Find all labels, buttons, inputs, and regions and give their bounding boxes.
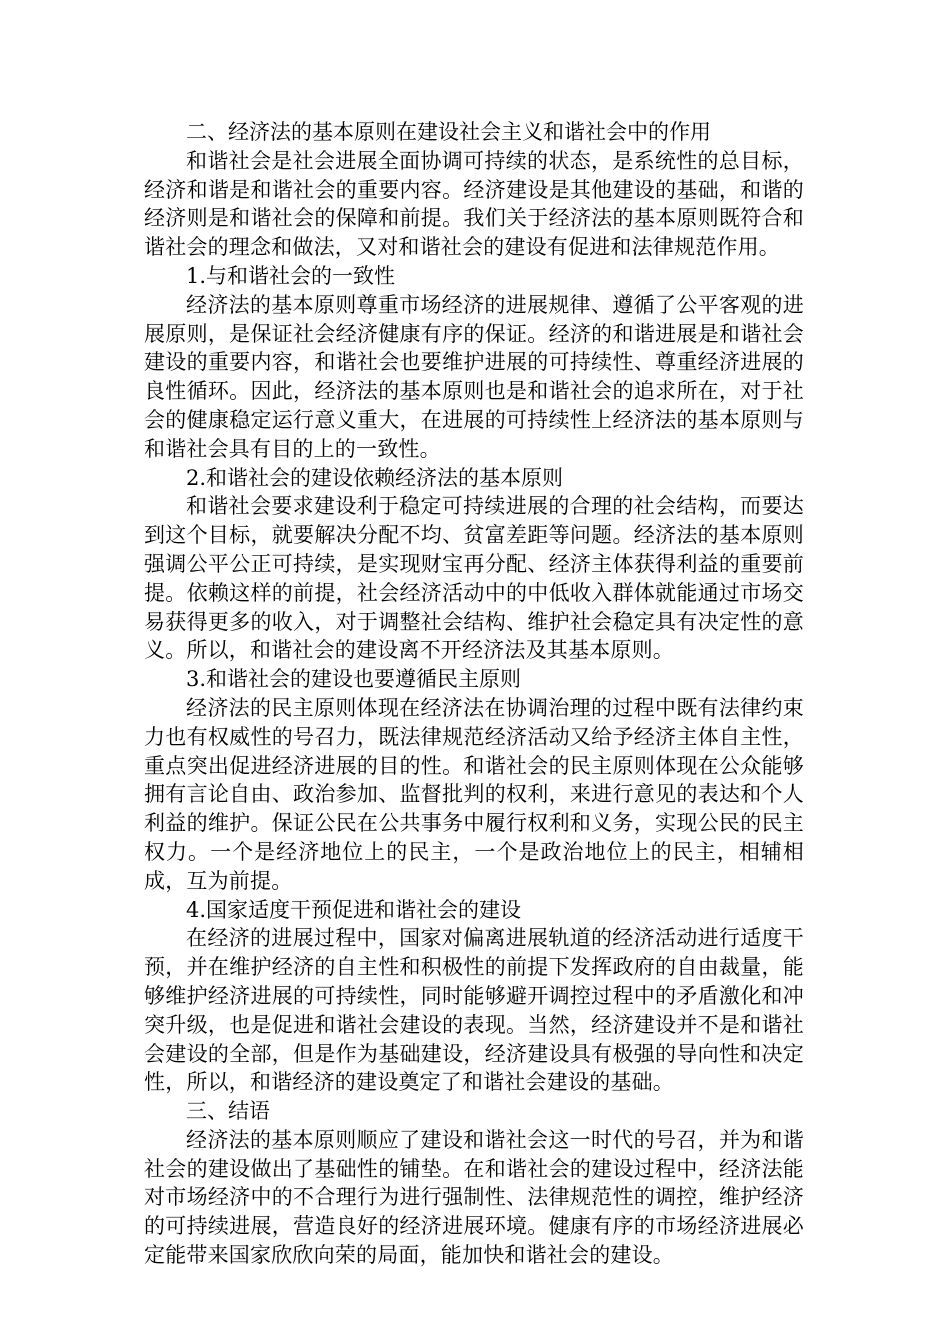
paragraph-dependence: 和谐社会要求建设利于稳定可持续进展的合理的社会结构，而要达到这个目标，就要解决分配不均、贫富差距等问题。经济法的基本原则强调公平公正可持续，是实现财宝再分配、经济主体获得利益的重要前提。依赖这样的前提，社会经济活动中的中低收入群体就能通过市场交易获得更多的收入，对于调整社会结构、维护社会稳定具有决定性的意义。所以，和谐社会的建设离不开经济法及其基本原则。 [144,494,804,663]
subsection-heading-1: 1.与和谐社会的一致性 [186,263,396,288]
paragraph-consistency: 经济法的基本原则尊重市场经济的进展规律、遵循了公平客观的进展原则，是保证社会经济健康有序的保证。经济的和谐进展是和谐社会建设的重要内容，和谐社会也要维护进展的可持续性、尊重经济进展的良性循环。因此，经济法的基本原则也是和谐社会的追求所在，对于社会的健康稳定运行意义重大，在进展的可持续性上经济法的基本原则与和谐社会具有目的上的一致性。 [144,292,804,461]
paragraph-intro: 和谐社会是社会进展全面协调可持续的状态，是系统性的总目标，经济和谐是和谐社会的重要内容。经济建设是其他建设的基础，和谐的经济则是和谐社会的保障和前提。我们关于经济法的基本原则既符合和谐社会的理念和做法，又对和谐社会的建设有促进和法律规范作用。 [144,148,804,260]
subsection-heading-4: 4.国家适度干预促进和谐社会的建设 [186,897,522,922]
document-body [144,118,804,1270]
section-heading-3: 三、结语 [186,1099,270,1124]
subsection-heading-2: 2.和谐社会的建设依赖经济法的基本原则 [186,465,564,490]
paragraph-democracy: 经济法的民主原则体现在经济法在协调治理的过程中既有法律约束力也有权威性的号召力，既法律规范经济活动又给予经济主体自主性，重点突出促进经济进展的目的性。和谐社会的民主原则体现在公众能够拥有言论自由、政治参加、监督批判的权利，来进行意见的表达和个人利益的维护。保证公民在公共事务中履行权利和义务，实现公民的民主权力。一个是经济地位上的民主，一个是政治地位上的民主，相辅相成，互为前提。 [144,695,804,893]
paragraph-conclusion: 经济法的基本原则顺应了建设和谐社会这一时代的号召，并为和谐社会的建设做出了基础性的铺垫。在和谐社会的建设过程中，经济法能对市场经济中的不合理行为进行强制性、法律规范性的调控，维护经济的可持续进展，营造良好的经济进展环境。健康有序的市场经济进展必定能带来国家欣欣向荣的局面，能加快和谐社会的建设。 [144,1127,804,1268]
paragraph-intervention: 在经济的进展过程中，国家对偏离进展轨道的经济活动进行适度干预，并在维护经济的自主性和积极性的前提下发挥政府的自由裁量，能够维护经济进展的可持续性，同时能够避开调控过程中的矛盾激化和冲突升级，也是促进和谐社会建设的表现。当然，经济建设并不是和谐社会建设的全部，但是作为基础建设，经济建设具有极强的导向性和决定性，所以，和谐经济的建设奠定了和谐社会建设的基础。 [144,926,804,1095]
subsection-heading-3: 3.和谐社会的建设也要遵循民主原则 [186,667,522,692]
section-heading-2: 二、经济法的基本原则在建设社会主义和谐社会中的作用 [186,120,711,144]
